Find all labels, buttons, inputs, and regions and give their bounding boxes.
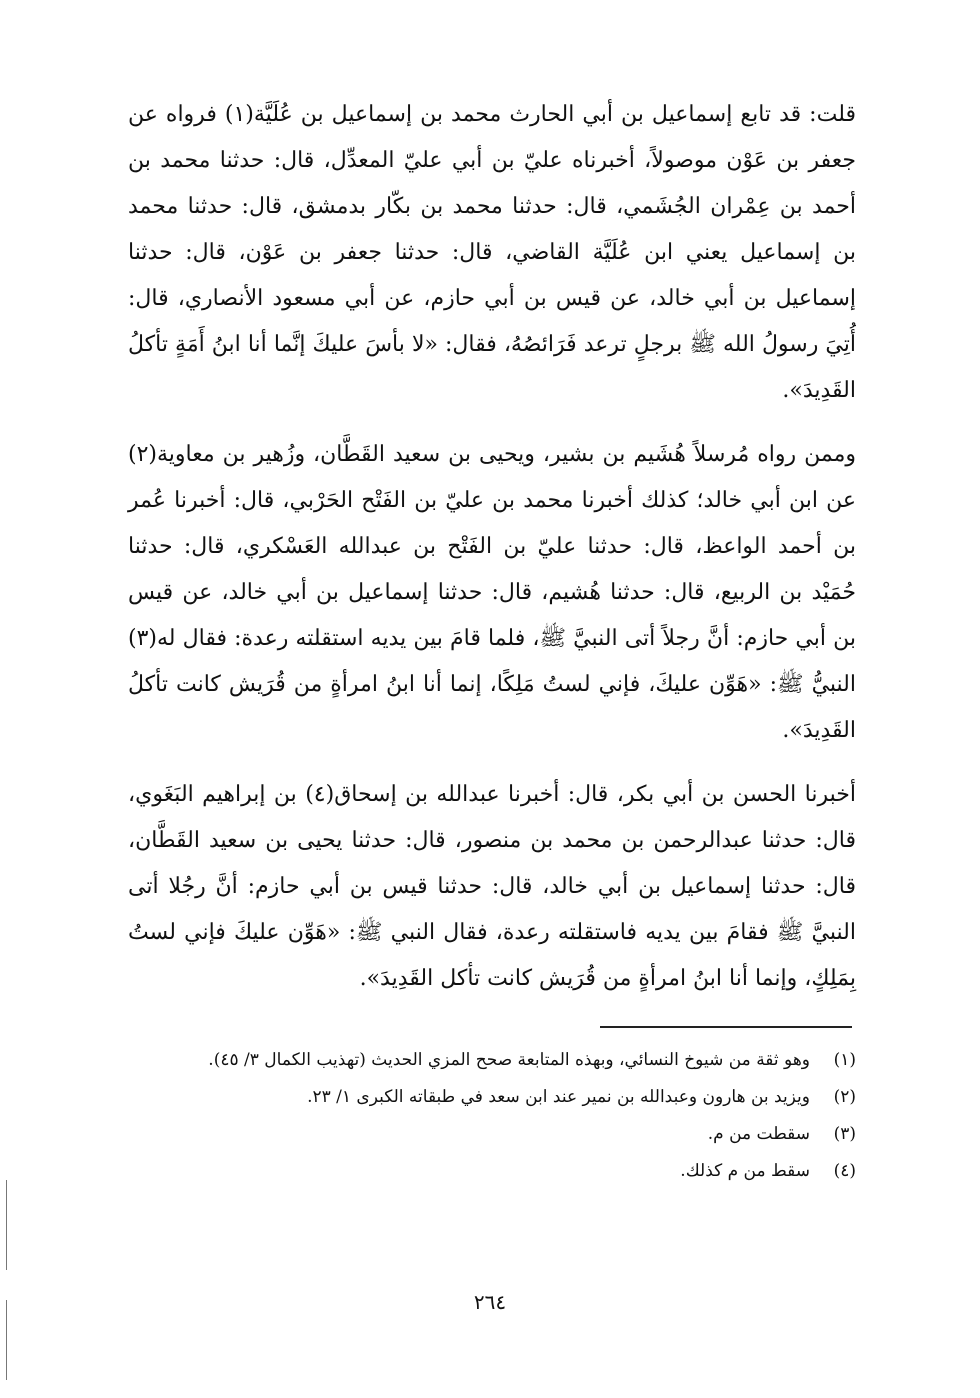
scan-edge-mark xyxy=(6,1300,7,1380)
footnotes xyxy=(128,1042,856,1190)
footnote-number: (٢) xyxy=(833,1087,856,1107)
page-number: ٢٦٤ xyxy=(473,1290,507,1314)
footnote-text: ويزيد بن هارون وعبدالله بن نمير عند ابن سعد في طبقاته الكبرى ١/ ٢٣. xyxy=(307,1087,810,1107)
paragraph-3: أخبرنا الحسن بن أبي بكر، قال: أخبرنا عبدالله بن إسحاق(٤) بن إبراهيم البَغَوي، قال: حدثنا عبدالرحمن بن محمد بن منصور، قال: حدثنا يحيى بن سعيد القَطَّان، قال: حدثنا إسماعيل بن أبي خالد، قال: حدثنا قيس بن أبي حازم: أنَّ رجُلا أتى النبيَّ ﷺ فقامَ بين يديه فاستقلته رعدة، فقال النبي ﷺ: «هَوِّن عليكَ فإني لستُ بِمَلِكٍ، وإنما أنا ابنُ امرأةٍ من قُرَيش كانت تأكل القَدِيدَ». xyxy=(128,782,856,991)
footnote-text: سقطت من م. xyxy=(707,1124,810,1144)
paragraph-2: وممن رواه مُرسلاً هُشَيم بن بشير، ويحيى بن سعيد القَطَّان، وزُهير بن معاوية(٢) عن ابن أبي خالد؛ كذلك أخبرنا محمد بن عليّ بن الفَتْح الحَرْبي، قال: أخبرنا عُمر بن أحمد الواعظ، قال: حدثنا عليّ بن الفَتْح بن عبدالله العَسْكري، قال: حدثنا حُمَيْد بن الربيع، قال: حدثنا هُشيم، قال: حدثنا إسماعيل بن أبي خالد، عن قيس بن أبي حازم: أنَّ رجلاً أتى النبيَّ ﷺ، فلما قامَ بين يديه استقلته رعدة: فقال له(٣) النبيُّ ﷺ: «هَوِّن عليكَ، فإني لستُ مَلِكًا، إنما أنا ابنُ امرأةٍ من قُرَيش كانت تأكلُ القَدِيدَ». xyxy=(128,442,856,743)
footnote-number: (٣) xyxy=(833,1124,856,1144)
footnote-2 xyxy=(128,1079,856,1116)
main-text xyxy=(128,92,856,1002)
footnote-number: (١) xyxy=(833,1050,856,1070)
scan-edge-mark xyxy=(6,1180,7,1270)
footnote-number: (٤) xyxy=(833,1161,856,1181)
footnote-text: سقط من م كذلك. xyxy=(680,1161,810,1181)
footnote-1 xyxy=(128,1042,856,1079)
footnote-3 xyxy=(128,1116,856,1153)
footnote-4 xyxy=(128,1153,856,1190)
footnote-text: وهو ثقة من شيوخ النسائي، وبهذه المتابعة صحح المزي الحديث (تهذيب الكمال ٣/ ٤٥). xyxy=(208,1050,810,1070)
footnote-divider xyxy=(600,1026,852,1028)
paragraph-1: قلت: قد تابع إسماعيل بن أبي الحارث محمد بن إسماعيل بن عُلَيَّة(١) فرواه عن جعفر بن عَوْن موصولاً، أخبرناه عليّ بن أبي عليّ المعدِّل، قال: حدثنا محمد بن أحمد بن عِمْران الجُشَمي، قال: حدثنا محمد بن بكّار بدمشق، قال: حدثنا محمد بن إسماعيل يعني ابن عُلَيَّة القاضي، قال: حدثنا جعفر بن عَوْن، قال: حدثنا إسماعيل بن أبي خالد، عن قيس بن أبي حازم، عن أبي مسعود الأنصاري، قال: أُتِيَ رسولُ الله ﷺ برجلٍ ترعد فَرَائصُهُ، فقال: «لا بأسَ عليكَ إنَّما أنا ابنُ أَمَةٍ تأكلُ القَدِيدَ». xyxy=(128,102,856,403)
